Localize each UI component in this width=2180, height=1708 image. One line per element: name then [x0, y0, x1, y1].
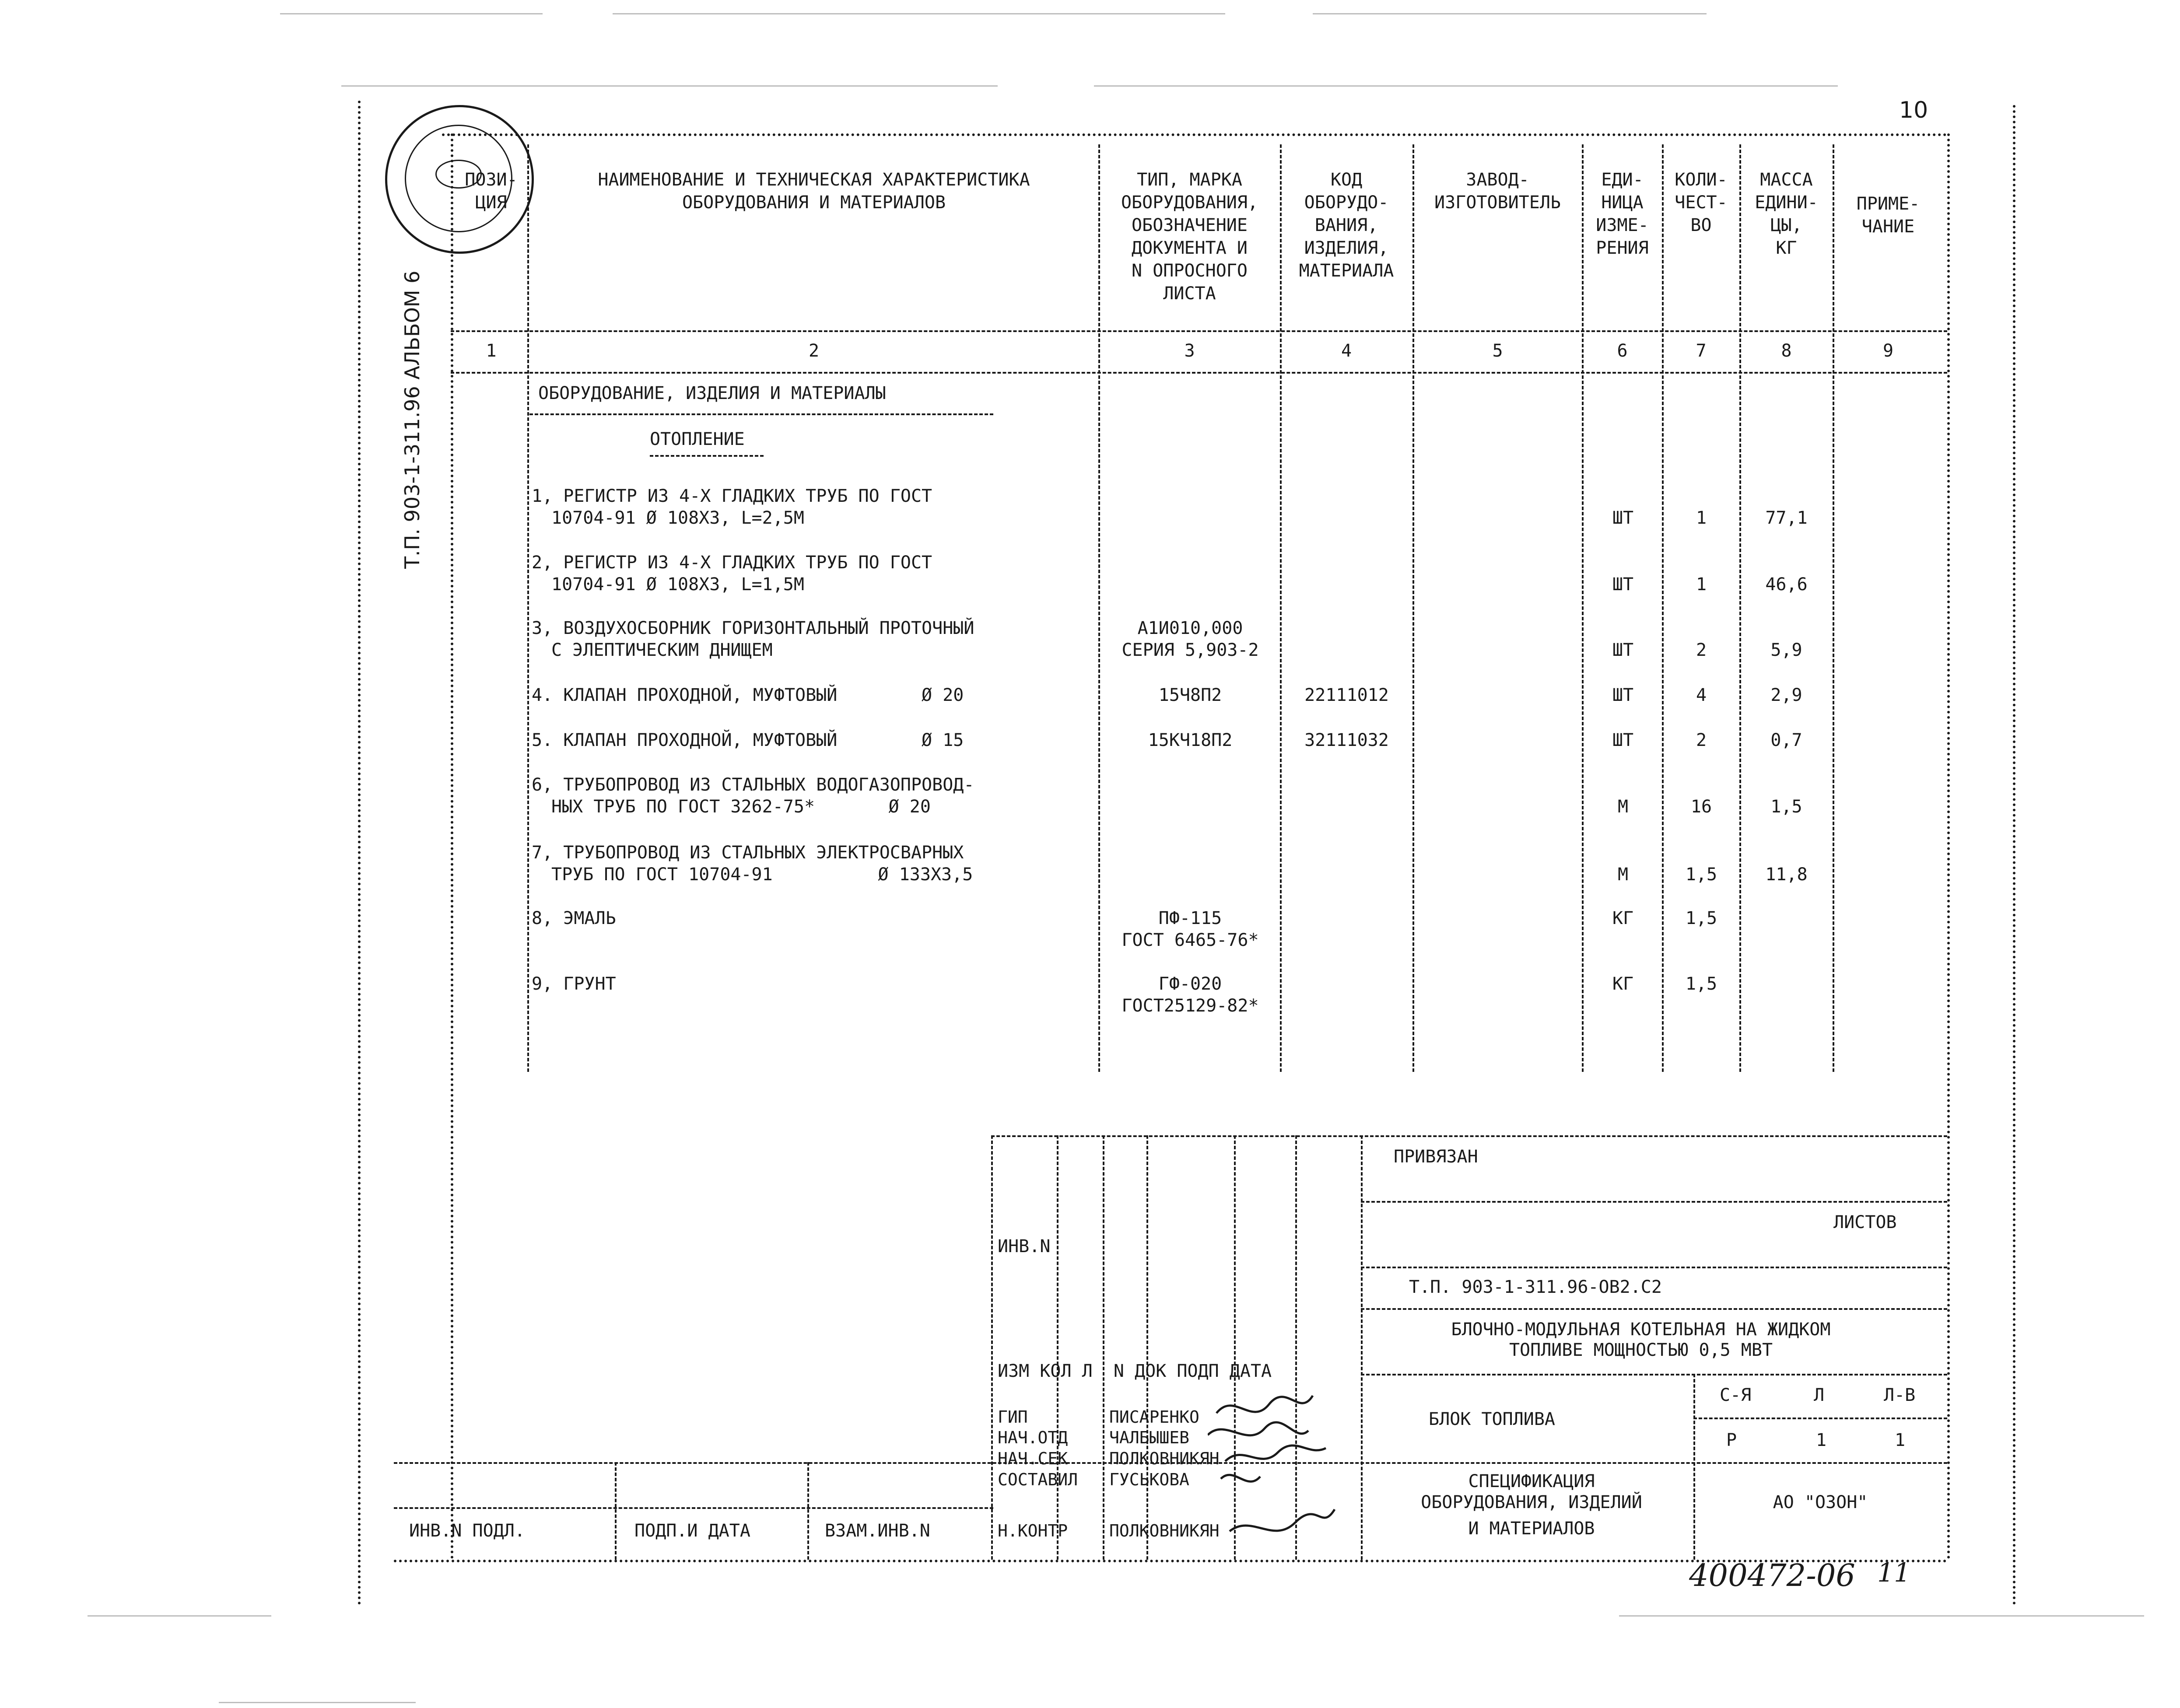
role-title: НАЧ.СЕК	[998, 1449, 1068, 1468]
row-unit: М	[1617, 797, 1629, 817]
row-unit: М	[1617, 864, 1629, 885]
scan-line	[1313, 13, 1707, 14]
tb-v-stage	[1693, 1374, 1695, 1560]
spec-title-line-1: СПЕЦИФИКАЦИЯ	[1468, 1471, 1595, 1491]
role-title: НАЧ.ОТД	[998, 1428, 1068, 1447]
role-person-name: ПОЛКОВНИКЯН	[1109, 1521, 1220, 1540]
row-qty: 1,5	[1685, 974, 1717, 994]
role-title: ГИП	[998, 1407, 1028, 1427]
tb-rule-3	[1361, 1267, 1947, 1268]
header-rule	[451, 330, 1947, 332]
stage-label: С-Я	[1720, 1385, 1752, 1405]
stage-value: Р	[1726, 1430, 1737, 1450]
row-type1: 15КЧ18П2	[1148, 730, 1233, 750]
header-col-manufacturer: ЗАВОД- ИЗГОТОВИТЕЛЬ	[1434, 170, 1561, 213]
row-code: 32111032	[1304, 730, 1389, 750]
tb-rule-6	[1693, 1418, 1947, 1419]
inv-podl-label: ИНВ.N ПОДЛ.	[409, 1521, 525, 1541]
column-number: 4	[1341, 341, 1352, 361]
subsection-title-rule	[650, 455, 764, 457]
sheet-value: 1	[1816, 1430, 1827, 1450]
frame-right	[1947, 133, 1950, 1560]
spec-title-line-3: И МАТЕРИАЛОВ	[1468, 1519, 1595, 1539]
header-col-type: ТИП, МАРКА ОБОРУДОВАНИЯ, ОБОЗНАЧЕНИЕ ДОКУМЕНТА И N ОПРОСНОГО ЛИСТА	[1121, 170, 1258, 304]
sheets-value: 1	[1895, 1430, 1906, 1450]
row-qty: 2	[1696, 640, 1707, 660]
scan-line	[341, 85, 998, 87]
document-code: Т.П. 903-1-311.96-ОВ2.С2	[1409, 1277, 1662, 1297]
tb-v-div1	[1057, 1135, 1058, 1560]
col-sep-7	[1739, 144, 1741, 1072]
column-number: 1	[486, 341, 497, 361]
row-name2: НЫХ ТРУБ ПО ГОСТ 3262-75* Ø 20	[551, 797, 931, 817]
organization-name: АО "ОЗОН"	[1773, 1492, 1868, 1512]
column-number: 7	[1696, 341, 1707, 361]
tb-rule-top	[991, 1135, 1947, 1137]
row-qty: 16	[1690, 797, 1712, 817]
row-name1: 7, ТРУБОПРОВОД ИЗ СТАЛЬНЫХ ЭЛЕКТРОСВАРНЫХ	[532, 843, 964, 863]
header-col-qty: КОЛИ- ЧЕСТ- ВО	[1675, 170, 1728, 235]
role-person-name: ПИСАРЕНКО	[1109, 1407, 1199, 1427]
album-margin-label: Т.П. 903-1-311.96 АЛЬБОМ 6	[400, 270, 424, 569]
role-title: Н.КОНТР	[998, 1521, 1068, 1540]
row-name1: 3, ВОЗДУХОСБОРНИК ГОРИЗОНТАЛЬНЫЙ ПРОТОЧНЫЙ	[532, 618, 974, 638]
number-row-rule	[451, 372, 1947, 374]
row-type1: А1И010,000	[1137, 618, 1243, 638]
tb-rule-5	[1361, 1374, 1947, 1376]
header-col-code: КОД ОБОРУДО- ВАНИЯ, ИЗДЕЛИЯ, МАТЕРИАЛА	[1299, 170, 1394, 281]
frame-top	[442, 133, 1947, 136]
column-number: 8	[1781, 341, 1792, 361]
row-code: 22111012	[1304, 685, 1389, 705]
spec-title-line-2: ОБОРУДОВАНИЯ, ИЗДЕЛИЙ	[1421, 1492, 1642, 1512]
row-mass: 11,8	[1765, 864, 1808, 885]
row-name2: ТРУБ ПО ГОСТ 10704-91 Ø 133Х3,5	[551, 864, 973, 885]
vzam-inv-label: ВЗАМ.ИНВ.N	[825, 1521, 930, 1541]
tb-rule-8	[394, 1507, 993, 1509]
section-title-rule	[529, 413, 993, 415]
row-name2: 10704-91 Ø 108Х3, L=1,5М	[551, 574, 804, 595]
subsection-title: ОТОПЛЕНИЕ	[650, 429, 745, 449]
col-sep-6	[1662, 144, 1664, 1072]
col-sep-3	[1280, 144, 1282, 1072]
row-unit: ШТ	[1612, 640, 1634, 660]
column-number: 9	[1882, 341, 1894, 361]
scan-line	[88, 1615, 271, 1617]
header-col-position: ПОЗИ- ЦИЯ	[465, 170, 518, 213]
row-type1: 15Ч8П2	[1158, 685, 1222, 705]
column-number: 5	[1492, 341, 1503, 361]
row-qty: 1,5	[1685, 908, 1717, 928]
row-unit: КГ	[1612, 908, 1634, 928]
row-mass: 1,5	[1770, 797, 1802, 817]
right-margin-dots	[2013, 105, 2015, 1606]
archive-number: 400472-06	[1689, 1558, 1855, 1593]
bottom-left-sep-1	[615, 1462, 617, 1560]
row-unit: КГ	[1612, 974, 1634, 994]
row-mass: 77,1	[1765, 508, 1808, 528]
row-name2: С ЭЛЕПТИЧЕСКИМ ДНИЩЕМ	[551, 640, 773, 660]
row-qty: 1	[1696, 508, 1707, 528]
sheet-label: Л	[1814, 1385, 1825, 1405]
scan-line	[613, 13, 1225, 14]
row-unit: ШТ	[1612, 685, 1634, 705]
row-name1: 5. КЛАПАН ПРОХОДНОЙ, МУФТОВЫЙ Ø 15	[532, 730, 964, 750]
row-name1: 9, ГРУНТ	[532, 974, 616, 994]
row-unit: ШТ	[1612, 508, 1634, 528]
header-col-unit: ЕДИ- НИЦА ИЗМЕ- РЕНИЯ	[1596, 170, 1649, 258]
tb-rule-4	[1361, 1308, 1947, 1310]
row-qty: 1	[1696, 574, 1707, 595]
row-name1: 8, ЭМАЛЬ	[532, 908, 616, 928]
column-number: 6	[1617, 341, 1628, 361]
role-person-name: ЧАЛБЫШЕВ	[1109, 1428, 1190, 1447]
row-qty: 4	[1696, 685, 1707, 705]
frame-left	[451, 133, 453, 1560]
tb-v-left	[991, 1135, 993, 1560]
row-name2: 10704-91 Ø 108Х3, L=2,5М	[551, 508, 804, 528]
col-sep-1	[527, 144, 529, 1072]
header-col-note: ПРИМЕ- ЧАНИЕ	[1856, 194, 1920, 237]
row-qty: 1,5	[1685, 864, 1717, 885]
row-unit: ШТ	[1612, 730, 1634, 750]
row-mass: 2,9	[1770, 685, 1802, 705]
revision-header: ИЗМ КОЛ Л N ДОК ПОДП ДАТА	[998, 1361, 1272, 1381]
sheet-number: 10	[1899, 97, 1928, 123]
signatures	[1208, 1387, 1391, 1553]
podp-data-label: ПОДП.И ДАТА	[634, 1521, 750, 1541]
scan-line	[1094, 85, 1838, 87]
role-person-name: ГУСЬКОВА	[1109, 1470, 1190, 1489]
col-sep-8	[1833, 144, 1834, 1072]
tb-rule-2	[1361, 1201, 1947, 1203]
scan-line	[280, 13, 543, 14]
row-name1: 1, РЕГИСТР ИЗ 4-Х ГЛАДКИХ ТРУБ ПО ГОСТ	[532, 486, 932, 506]
project-title-line-2: ТОПЛИВЕ МОЩНОСТЬЮ 0,5 МВТ	[1509, 1340, 1773, 1360]
tb-v-div3	[1146, 1135, 1148, 1560]
col-sep-4	[1412, 144, 1414, 1072]
row-qty: 2	[1696, 730, 1707, 750]
header-col-mass: МАССА ЕДИНИ- ЦЫ, КГ	[1755, 170, 1818, 258]
column-number: 2	[808, 341, 820, 361]
row-name1: 2, РЕГИСТР ИЗ 4-Х ГЛАДКИХ ТРУБ ПО ГОСТ	[532, 553, 932, 573]
row-type2: ГОСТ 6465-76*	[1122, 930, 1259, 950]
block-name: БЛОК ТОПЛИВА	[1429, 1409, 1555, 1429]
scan-line	[219, 1702, 416, 1703]
listov-label: ЛИСТОВ	[1833, 1212, 1897, 1232]
sheets-label: Л-В	[1884, 1385, 1916, 1405]
scan-line	[1619, 1615, 2144, 1617]
privyazan-label: ПРИВЯЗАН	[1394, 1147, 1478, 1167]
row-unit: ШТ	[1612, 574, 1634, 595]
bottom-left-sep-2	[807, 1462, 809, 1560]
archive-page: 11	[1877, 1558, 1911, 1588]
project-title-line-1: БЛОЧНО-МОДУЛЬНАЯ КОТЕЛЬНАЯ НА ЖИДКОМ	[1451, 1320, 1831, 1340]
row-type1: ПФ-115	[1158, 908, 1222, 928]
row-name1: 6, ТРУБОПРОВОД ИЗ СТАЛЬНЫХ ВОДОГАЗОПРОВОД-	[532, 775, 974, 795]
row-type2: СЕРИЯ 5,903-2	[1122, 640, 1259, 660]
row-mass: 46,6	[1765, 574, 1808, 595]
role-title: СОСТАВИЛ	[998, 1470, 1078, 1489]
section-title: ОБОРУДОВАНИЕ, ИЗДЕЛИЯ И МАТЕРИАЛЫ	[538, 383, 886, 403]
column-number: 3	[1184, 341, 1195, 361]
row-type1: ГФ-020	[1158, 974, 1222, 994]
row-mass: 5,9	[1770, 640, 1802, 660]
tb-v-div2	[1103, 1135, 1104, 1560]
role-person-name: ПОЛКОВНИКЯН	[1109, 1449, 1220, 1468]
row-mass: 0,7	[1770, 730, 1802, 750]
left-margin-dots	[358, 101, 361, 1606]
row-type2: ГОСТ25129-82*	[1122, 996, 1259, 1016]
row-name1: 4. КЛАПАН ПРОХОДНОЙ, МУФТОВЫЙ Ø 20	[532, 685, 964, 705]
header-col-name: НАИМЕНОВАНИЕ И ТЕХНИЧЕСКАЯ ХАРАКТЕРИСТИКА ОБОРУДОВАНИЯ И МАТЕРИАЛОВ	[598, 170, 1030, 213]
inv-n-label: ИНВ.N	[998, 1236, 1051, 1256]
col-sep-5	[1582, 144, 1584, 1072]
